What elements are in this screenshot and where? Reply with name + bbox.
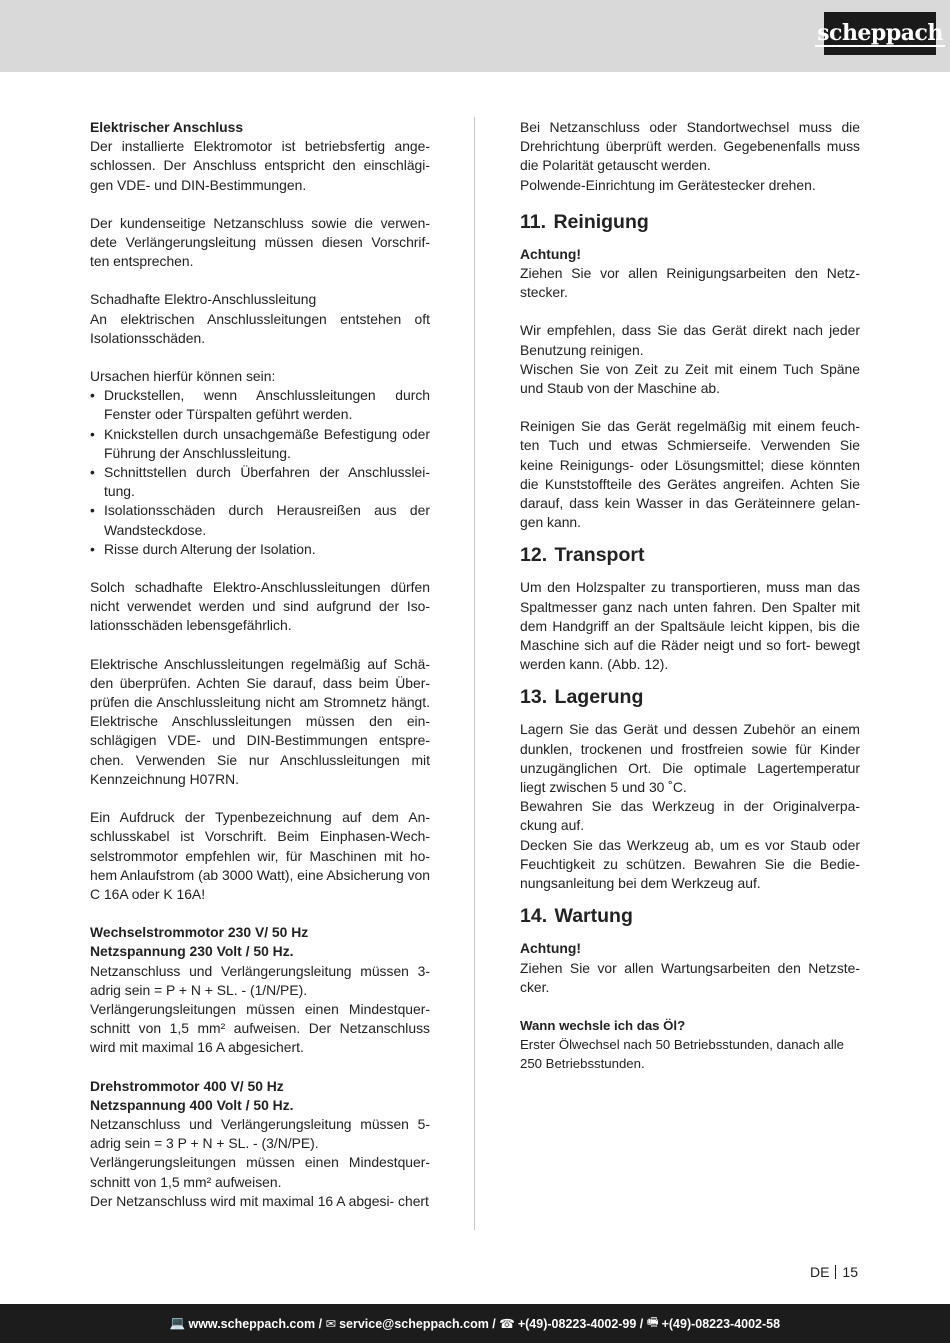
warning-label: Achtung! bbox=[520, 940, 581, 957]
section-heading-cleaning bbox=[520, 205, 860, 245]
phone-icon: ☎ bbox=[499, 1317, 515, 1331]
paragraph: Verlängerungsleitungen müssen einen Mindestquer- schnitt von 1,5 mm² aufweisen. Der Netzanschluss wird mit maximal 16 A abgesichert. bbox=[90, 1000, 430, 1056]
section-number: 12. bbox=[520, 544, 548, 567]
list-item: • Risse durch Alterung der Isolation. bbox=[90, 540, 430, 559]
footer-web[interactable]: www.scheppach.com / bbox=[188, 1316, 323, 1331]
heading-ac-voltage: Netzspannung 230 Volt / 50 Hz. bbox=[90, 943, 294, 960]
heading-three-phase-voltage: Netzspannung 400 Volt / 50 Hz. bbox=[90, 1096, 294, 1113]
paragraph: Ursachen hierfür können sein: bbox=[90, 368, 276, 385]
list-item: • Druckstellen, wenn Anschlussleitungen durch Fenster oder Türspalten geführt werden. bbox=[90, 386, 430, 424]
list-item: • Knickstellen durch unsachgemäße Befestigung oder Führung der Anschlussleitung. bbox=[90, 425, 430, 463]
footer-fax: +(49)-08223-4002-58 bbox=[661, 1316, 781, 1331]
paragraph: Elektrische Anschlussleitungen regelmäßig auf Schä- den überprüfen. Achten Sie darauf, dass beim Über- prüfen die Anschlussleitung nicht am Stromnetz hängt. Elektrische Anschlussleitungen müssen den ein- schlägigen VDE- und DIN-Bestimmungen entspre- chen. Verwenden Sie nur Anschlussleitungen mit Kennzeichnung H07RN. bbox=[90, 655, 430, 787]
section-title: Transport bbox=[554, 544, 645, 567]
list-item: • Isolationsschäden durch Herausreißen aus der Wandsteckdose. bbox=[90, 501, 430, 539]
paragraph: Verlängerungsleitungen müssen einen Mindestquer- schnitt von 1,5 mm² aufweisen. bbox=[90, 1154, 430, 1190]
language-code: DE bbox=[809, 1264, 830, 1280]
footer-mail[interactable]: service@scheppach.com / bbox=[339, 1316, 496, 1331]
section-heading-maintenance bbox=[520, 899, 860, 939]
section-number: 13. bbox=[520, 686, 548, 709]
mail-icon: ✉ bbox=[325, 1317, 337, 1331]
computer-icon: 💻 bbox=[169, 1316, 186, 1330]
footer-phone: +(49)-08223-4002-99 / bbox=[517, 1316, 644, 1331]
paragraph: Reinigen Sie das Gerät regelmäßig mit einem feuch- ten Tuch und etwas Schmierseife. Verwenden Sie keine Reinigungs- oder Lösungsmittel; diese könnten die Kunststoffteile des Gerätes angreifen. Achten Sie darauf, dass kein Wasser in das Geräteinnere gelan- gen kann. bbox=[520, 418, 860, 531]
paragraph: Netzanschluss und Verlängerungsleitung müssen 3-adrig sein = P + N + SL. - (1/N/PE). bbox=[90, 962, 430, 998]
section-number: 14. bbox=[520, 905, 548, 928]
paragraph: Erster Ölwechsel nach 50 Betriebsstunden, danach alle 250 Betriebsstunden. bbox=[520, 1037, 845, 1072]
paragraph: An elektrischen Anschlussleitungen entstehen oft Isolationsschäden. bbox=[90, 310, 430, 346]
section-title: Reinigung bbox=[553, 210, 649, 233]
paragraph: Bewahren Sie das Werkzeug in der Originalverpa- ckung auf. bbox=[520, 798, 860, 834]
page-number-value: 15 bbox=[842, 1264, 858, 1280]
fax-icon: 🖷 bbox=[646, 1315, 659, 1329]
heading-electric-connection: Elektrischer Anschluss bbox=[90, 119, 244, 135]
paragraph: Wischen Sie von Zeit zu Zeit mit einem Tuch Späne und Staub von der Maschine ab. bbox=[520, 360, 860, 397]
warning-label: Achtung! bbox=[520, 245, 581, 262]
section-heading-transport bbox=[520, 538, 860, 578]
paragraph: Ziehen Sie vor allen Wartungsarbeiten den Netzste- cker. bbox=[520, 959, 860, 995]
page-number bbox=[810, 1264, 858, 1280]
causes-list bbox=[90, 386, 430, 559]
paragraph: Netzanschluss und Verlängerungsleitung müssen 5-adrig sein = 3 P + N + SL. - (3/N/PE). bbox=[90, 1115, 430, 1152]
column-divider bbox=[474, 117, 475, 1230]
section-title: Wartung bbox=[554, 905, 633, 928]
heading-ac-motor: Wechselstrommotor 230 V/ 50 Hz bbox=[90, 924, 309, 941]
paragraph: Um den Holzspalter zu transportieren, muss man das Spaltmesser ganz nach unten fahren. Den Spalter mit dem Handgriff an der Spaltsäule leicht kippen, bis die Maschine sich auf die Räder neigt und so fort- bewegt werden kann. (Abb. 12). bbox=[520, 579, 860, 673]
header-bar bbox=[0, 0, 950, 72]
paragraph: Der installierte Elektromotor ist betriebsfertig ange- schlossen. Der Anschluss entspricht den einschlägi- gen VDE- und DIN-Bestimmungen. bbox=[90, 138, 430, 193]
paragraph: Der kundenseitige Netzanschluss sowie die verwen- dete Verlängerungsleitung müssen diesen Vorschrif- ten entsprechen. bbox=[90, 214, 430, 270]
scheppach-logo: scheppach bbox=[824, 12, 936, 55]
paragraph: Ziehen Sie vor allen Reinigungsarbeiten den Netz- stecker. bbox=[520, 265, 860, 301]
paragraph: Wir empfehlen, dass Sie das Gerät direkt nach jeder Benutzung reinigen. bbox=[520, 322, 860, 358]
heading-three-phase-motor: Drehstrommotor 400 V/ 50 Hz bbox=[90, 1077, 284, 1094]
right-column bbox=[520, 118, 860, 1074]
section-number: 11. bbox=[520, 210, 547, 233]
paragraph: Lagern Sie das Gerät und dessen Zubehör an einem dunklen, trockenen und frostfreien sowie für Kinder unzugänglichen Ort. Die optimale Lagertemperatur liegt zwischen 5 und 30 ˚C. bbox=[520, 721, 860, 796]
paragraph: Ein Aufdruck der Typenbezeichnung auf dem An- schlusskabel ist Vorschrift. Beim Einphasen-Wech- selstrommotor empfehlen wir, für Maschinen mit ho- hem Anlaufstrom (ab 3000 Watt), eine Absicherung von C 16A oder K 16A! bbox=[90, 809, 430, 902]
footer-bar bbox=[0, 1304, 950, 1343]
section-heading-storage bbox=[520, 680, 860, 720]
paragraph: Decken Sie das Werkzeug ab, um es vor Staub oder Feuchtigkeit zu schützen. Bewahren Sie die Bedie- nungsanleitung bei dem Werkzeug auf. bbox=[520, 836, 860, 892]
paragraph: Solch schadhafte Elektro-Anschlussleitungen dürfen nicht verwendet werden und sind aufgrund der Iso- lationsschäden lebensgefährlich. bbox=[90, 579, 430, 634]
paragraph: Polwende-Einrichtung im Gerätestecker drehen. bbox=[520, 176, 816, 193]
list-item: • Schnittstellen durch Überfahren der Anschlusslei- tung. bbox=[90, 463, 430, 501]
question-heading: Wann wechsle ich das Öl? bbox=[520, 1017, 686, 1033]
left-column bbox=[90, 118, 430, 1211]
paragraph: Bei Netzanschluss oder Standortwechsel muss die Drehrichtung überprüft werden. Gegebenenfalls muss die Polarität getauscht werden. bbox=[520, 119, 860, 174]
paragraph: Der Netzanschluss wird mit maximal 16 A abgesi- chert bbox=[90, 1192, 429, 1209]
separator bbox=[835, 1265, 836, 1279]
subheading: Schadhafte Elektro-Anschlussleitung bbox=[90, 291, 317, 308]
section-title: Lagerung bbox=[554, 686, 644, 709]
